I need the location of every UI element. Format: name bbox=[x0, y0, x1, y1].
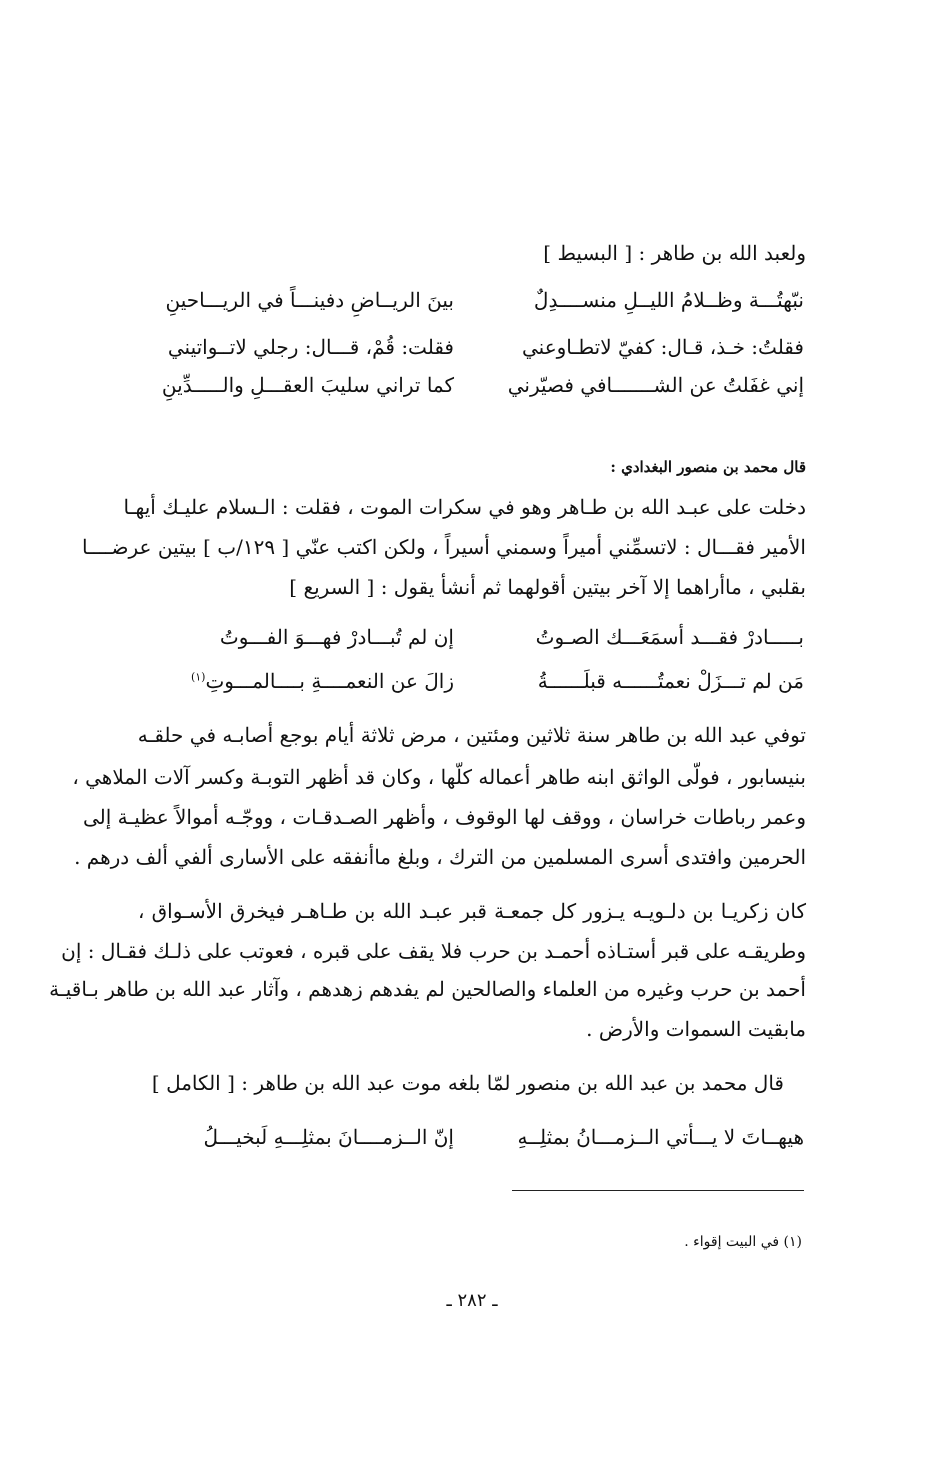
poem-intro-1: ولعبد الله بن طاهر : [ البسيط ] bbox=[543, 241, 806, 265]
paragraph-line: بنيسابور ، فولّى الواثق ابنه طاهر أعماله كلّها ، وكان قد أظهر التوبـة وكسر آلات الملاهي ، bbox=[72, 765, 806, 789]
paragraph-line: بقلبي ، ماأراهما إلا آخر بيتين أقولهما ثم أنشأ يقول : [ السريع ] bbox=[289, 575, 806, 599]
verse-6-second-hemistich: إنّ الــزمــــانَ بمثلِـــهِ لَبخيـــلُ bbox=[203, 1125, 454, 1149]
footnote: (١) في البيت إقواء . bbox=[684, 1234, 802, 1250]
paragraph-line: توفي عبد الله بن طاهر سنة ثلاثين ومئتين ، مرض ثلاثة أيام بوجع أصابـه في حلقـه bbox=[137, 723, 806, 747]
verse-6-first-hemistich: هيهــاتَ لا يـــأتي الــزمـــانُ بمثلِــهِ bbox=[517, 1125, 804, 1149]
section-heading-baghdadi: قال محمد بن منصور البغدادي : bbox=[610, 458, 806, 476]
poem-intro-5: قال محمد بن عبد الله بن منصور لمّا بلغه موت عبد الله بن طاهر : [ الكامل ] bbox=[151, 1071, 784, 1095]
verse-2-first-hemistich: فقلتُ: خـذ، قـال: كفيّ لاتطـاوعني bbox=[521, 335, 804, 359]
paragraph-line: الأمير فقـــال : لاتسمِّني أميراً وسمني أسيراً ، ولكن اكتب عنّي [ ١٢٩/ب ] بيتين عرضــــا bbox=[82, 535, 806, 559]
paragraph-line: الحرمين وافتدى أسرى المسلمين من الترك ، وبلغ ماأنفقه على الأسارى ألفي ألف درهم . bbox=[74, 845, 806, 869]
paragraph-line: وعمر رباطات خراسان ، ووقف لها الوقوف ، وأظهر الصـدقـات ، ووجّـه أموالاً عظيـة إلى bbox=[83, 805, 806, 829]
verse-1-first-hemistich: نبّهتُـــة وظــلامُ الليــلِ منســــدِلٌ bbox=[533, 288, 804, 312]
verse-1-second-hemistich: بينَ الريــاضِ دفينـــاً في الريـــاحينِ bbox=[165, 288, 454, 312]
verse-4-first-hemistich: بـــــادرْ فقـــد أسمَعَـــك الصـوتُ bbox=[535, 625, 804, 649]
footnote-marker: (١) bbox=[190, 670, 206, 684]
verse-2-second-hemistich: فقلت: قُمْ، قـــال: رجلي لاتــواتيني bbox=[167, 335, 454, 359]
verse-3-first-hemistich: إني غفَلتُ عن الشـــــــافي فصيّرني bbox=[507, 373, 804, 397]
paragraph-line: وطريقـه على قبر أستـاذه أحمـد بن حرب فلا يقف على قبره ، فعوتب على ذلـك فقـال : إن bbox=[61, 939, 806, 963]
footnote-divider bbox=[512, 1190, 804, 1191]
verse-5-second-text: زالَ عن النعمــــةِ بــــالمـــوتِ bbox=[205, 669, 454, 693]
verse-5-first-hemistich: مَن لم تـــزَلْ نعمتُــــــه قبلَــــــةُ bbox=[537, 669, 804, 693]
verse-5-second-hemistich bbox=[134, 666, 454, 696]
paragraph-line: أحمد بن حرب وغيره من العلماء والصالحين لم يفدهم زهدهم ، وآثار عبد الله بن طاهر بـاقيـة bbox=[49, 977, 806, 1001]
paragraph-line: دخلت على عبـد الله بن طـاهر وهو في سكرات الموت ، فقلت : الـسلام عليـك أيهـا bbox=[123, 495, 806, 519]
paragraph-line: كان زكريـا بن دلـويـه يـزور كل جمعـة قبر عبـد الله بن طـاهـر فيخرق الأسـواق ، bbox=[138, 899, 806, 923]
verse-4-second-hemistich: إن لم تُبـــادرْ فهـــوَ الفـــوتُ bbox=[219, 625, 454, 649]
page-number: ـ ٢٨٢ ـ bbox=[446, 1290, 498, 1311]
paragraph-line: مابقيت السموات والأرض . bbox=[586, 1017, 806, 1041]
verse-3-second-hemistich: كما تراني سليبَ العقـــلِ والـــــدِّينِ bbox=[161, 373, 454, 397]
